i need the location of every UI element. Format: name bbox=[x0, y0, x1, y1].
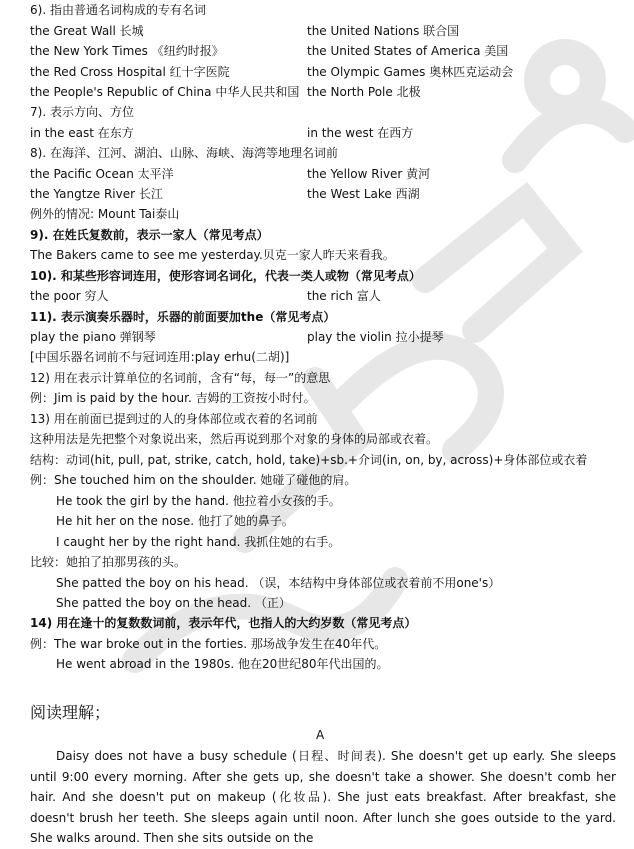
example-north-pole: the North Pole 北极 bbox=[307, 85, 421, 99]
example-hour: 例：Jim is paid by the hour. 吉姆的工资按小时付。 bbox=[30, 391, 316, 405]
example-nose: He hit her on the nose. 他打了她的鼻子。 bbox=[56, 514, 294, 528]
example-red-cross: the Red Cross Hospital 红十字医院 bbox=[30, 65, 230, 79]
example-bakers: The Bakers came to see me yesterday.贝克一家人昨天来看我。 bbox=[30, 248, 395, 262]
example-united-nations: the United Nations 联合国 bbox=[307, 24, 460, 38]
example-correct: She patted the boy on the head. （正） bbox=[56, 596, 291, 610]
section-14-title: 14) 用在逢十的复数数词前，表示年代，也指人的大约岁数（常见考点） bbox=[30, 616, 417, 630]
example-west-lake: the West Lake 西湖 bbox=[307, 187, 420, 201]
example-piano: play the piano 弹钢琴 bbox=[30, 330, 156, 344]
example-west: in the west 在西方 bbox=[307, 126, 414, 140]
section-9-title: 9). 在姓氏复数前，表示一家人（常见考点） bbox=[30, 228, 269, 242]
example-shoulder: 例：She touched him on the shoulder. 她碰了碰他的肩。 bbox=[30, 473, 357, 487]
example-right-hand: I caught her by the right hand. 我抓住她的右手。 bbox=[56, 535, 341, 549]
section-13-title: 13) 用在前面已提到过的人的身体部位或衣着的名词前 bbox=[30, 412, 318, 426]
section-10-title: 10). 和某些形容词连用，使形容词名词化，代表一类人或物（常见考点） bbox=[30, 269, 421, 283]
section-11-title: 11). 表示演奏乐器时，乐器的前面要加the（常见考点） bbox=[30, 310, 336, 324]
example-east: in the east 在东方 bbox=[30, 126, 134, 140]
watermark-icon bbox=[95, 20, 634, 720]
example-yellow-river: the Yellow River 黄河 bbox=[307, 167, 431, 181]
example-poor: the poor 穷人 bbox=[30, 289, 109, 303]
structure-line: 结构：动词(hit, pull, pat, strike, catch, hold, take)+sb.+介词(in, on, by, across)+身体部位或衣着 bbox=[30, 453, 588, 467]
example-new-york-times: the New York Times 《纽约时报》 bbox=[30, 44, 224, 58]
example-wrong: She patted the boy on his head. （误，本结构中身体部位或衣着前不用one's） bbox=[56, 576, 501, 590]
section-6-title: 6). 指由普通名词构成的专有名词 bbox=[30, 3, 206, 17]
example-olympic-games: the Olympic Games 奥林匹克运动会 bbox=[307, 65, 514, 79]
example-hand: He took the girl by the hand. 他拉着小女孩的手。 bbox=[56, 494, 341, 508]
example-rich: the rich 富人 bbox=[307, 289, 381, 303]
section-12-title: 12) 用在表示计算单位的名词前，含有“每，每一”的意思 bbox=[30, 371, 331, 385]
section-8-title: 8). 在海洋、江河、湖泊、山脉、海峡、海湾等地理名词前 bbox=[30, 146, 338, 160]
usage-explanation: 这种用法是先把整个对象说出来，然后再说到那个对象的身体的局部或衣着。 bbox=[30, 432, 439, 446]
example-violin: play the violin 拉小提琴 bbox=[307, 330, 444, 344]
example-1980s: He went abroad in the 1980s. 他在20世纪80年代出国的。 bbox=[56, 657, 389, 671]
example-prc: the People's Republic of China 中华人民共和国 bbox=[30, 85, 300, 99]
chinese-instrument-note: [中国乐器名词前不与冠词连用:play erhu(二胡)] bbox=[30, 350, 290, 364]
example-yangtze: the Yangtze River 长江 bbox=[30, 187, 163, 201]
reading-heading: 阅读理解； bbox=[30, 703, 111, 722]
comparison-line: 比较：她拍了拍那男孩的头。 bbox=[30, 555, 187, 569]
example-great-wall: the Great Wall 长城 bbox=[30, 24, 144, 38]
exception-note: 例外的情况: Mount Tai泰山 bbox=[30, 207, 180, 221]
reading-paragraph: Daisy does not have a busy schedule (日程、时间表). She doesn't get up early. She sleeps until 9:00 every morning. After she gets up, she doesn't take a shower. She doesn't comb her hair. And she doesn't put on makeup (化妆品). She just eats breakfast. After breakfast, she doesn't brush her teeth. She sleeps again until noon. After lunch she goes outside to the yard. She walks around. Then she sits outside on the bbox=[30, 749, 616, 845]
passage-label: A bbox=[316, 728, 325, 742]
example-pacific: the Pacific Ocean 太平洋 bbox=[30, 167, 174, 181]
example-united-states: the United States of America 美国 bbox=[307, 44, 509, 58]
example-forties: 例：The war broke out in the forties. 那场战争发生在40年代。 bbox=[30, 637, 387, 651]
section-7-title: 7). 表示方向、方位 bbox=[30, 105, 134, 119]
